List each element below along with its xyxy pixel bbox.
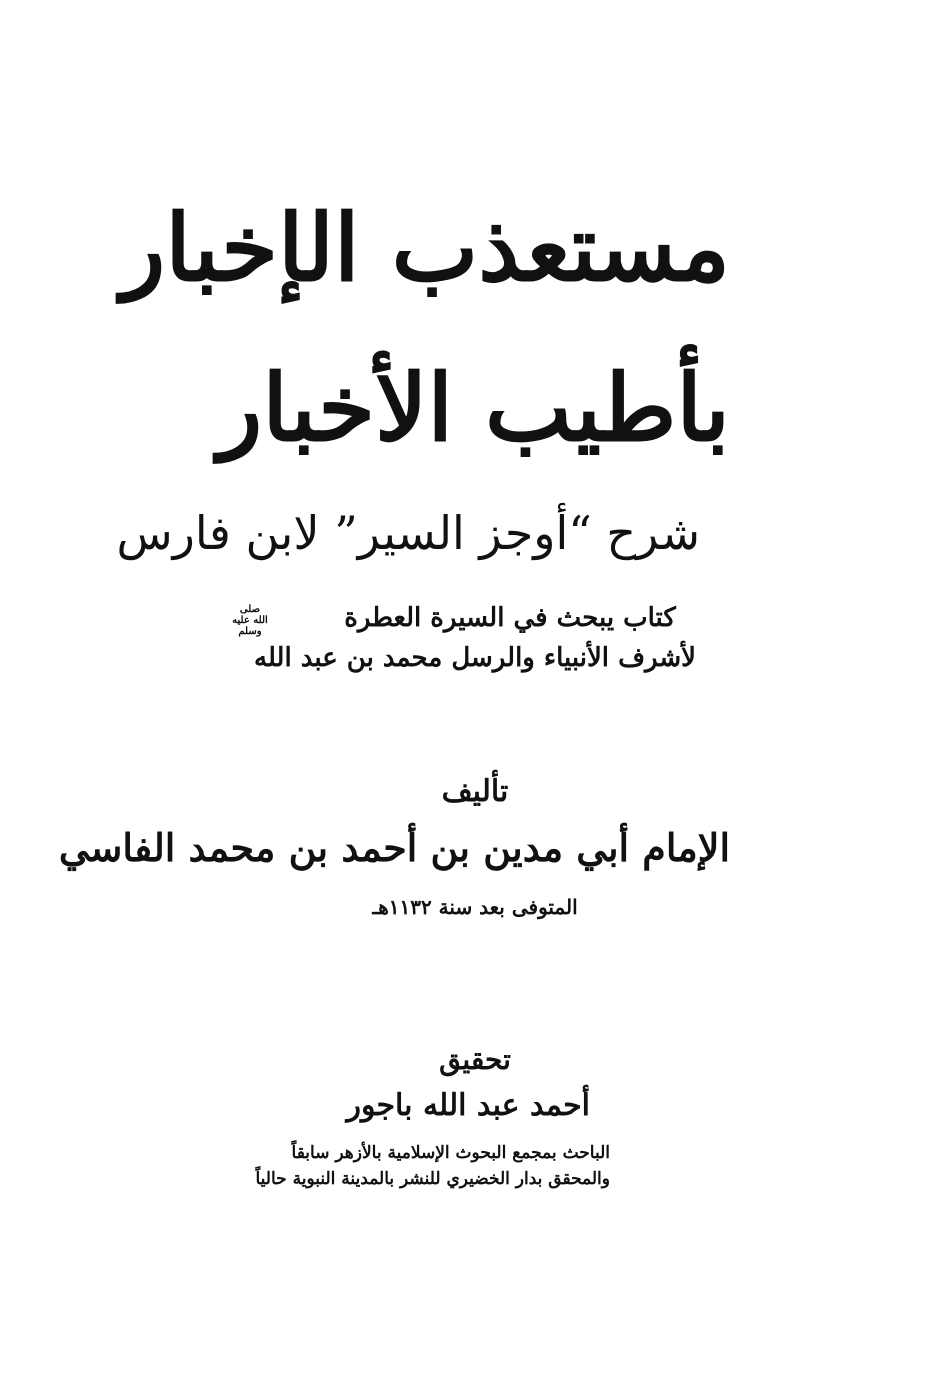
editor-note-2: والمحقق بدار الخضيري للنشر بالمدينة النبوية حالياً (255, 1169, 610, 1189)
book-title-line-1: مستعذب الإخبار (120, 194, 730, 302)
book-title-line-2: بأطيب الأخبار (217, 354, 730, 462)
author-death-date: المتوفى بعد سنة ١١٣٢هـ (372, 895, 578, 919)
editor-name: أحمد عبد الله باجور (346, 1088, 590, 1123)
editor-note-1: الباحث بمجمع البحوث الإسلامية بالأزهر سابقاً (291, 1143, 610, 1163)
editor-label: تحقيق (439, 1043, 511, 1076)
honorific-symbol: صلى الله عليه وسلم (232, 604, 268, 637)
description-line-2: لأشرف الأنبياء والرسل محمد بن عبد الله (254, 643, 696, 673)
author-name: الإمام أبي مدين بن أحمد بن محمد الفاسي (58, 825, 730, 870)
description-line-1: كتاب يبحث في السيرة العطرة (344, 603, 676, 633)
book-subtitle: شرح “أوجز السير” لابن فارس (116, 506, 700, 560)
author-label: تأليف (441, 774, 509, 809)
